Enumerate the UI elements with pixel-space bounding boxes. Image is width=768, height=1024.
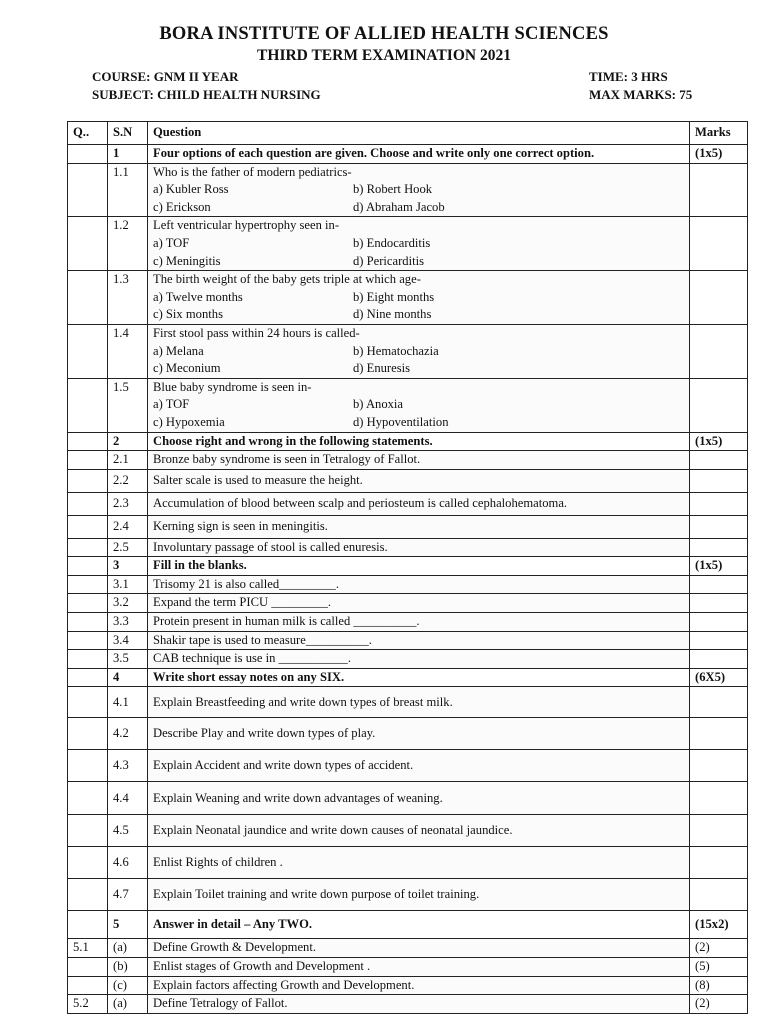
option-text: c) Erickson [153, 199, 211, 214]
marks-cell [690, 217, 748, 271]
serial-number: 4.3 [108, 750, 148, 782]
section-row [68, 557, 748, 576]
question-number [68, 557, 108, 576]
serial-number: (b) [108, 958, 148, 977]
question-cell [148, 451, 690, 470]
question-cell [148, 538, 690, 557]
question-number [68, 469, 108, 492]
serial-number: 4.1 [108, 687, 148, 718]
question-cell [148, 575, 690, 594]
marks-cell [690, 750, 748, 782]
question-text: Expand the term PICU _________. [153, 595, 332, 610]
table-row [68, 451, 748, 470]
question-cell [148, 718, 690, 750]
table-row [68, 217, 748, 271]
marks-cell [690, 538, 748, 557]
option-text: c) Meningitis [153, 253, 221, 268]
option-text: d) Pericarditis [353, 253, 424, 268]
serial-number: 4.7 [108, 879, 148, 911]
question-cell [148, 668, 690, 687]
table-row [68, 378, 748, 432]
option-text: b) Hematochazia [353, 343, 439, 358]
option-text: b) Eight months [353, 289, 435, 304]
question-text: Kerning sign is seen in meningitis. [153, 518, 328, 533]
time-label: TIME: 3 HRS [589, 69, 668, 84]
question-cell [148, 557, 690, 576]
question-number [68, 911, 108, 939]
question-cell [148, 650, 690, 669]
question-number [68, 451, 108, 470]
header-sn: S.N [108, 122, 148, 145]
question-number [68, 163, 108, 217]
serial-number: (c) [108, 976, 148, 995]
question-text: Define Growth & Development. [153, 940, 316, 955]
question-text: Blue baby syndrome is seen in- [153, 379, 312, 394]
marks-cell: (5) [690, 958, 748, 977]
options-grid [153, 181, 684, 216]
section-row [68, 911, 748, 939]
question-number [68, 378, 108, 432]
serial-number: 3.3 [108, 613, 148, 632]
question-text: Explain Breastfeeding and write down types of breast milk. [153, 694, 453, 709]
question-text: CAB technique is use in ___________. [153, 651, 351, 666]
option-text: c) Hypoxemia [153, 414, 225, 429]
marks-cell: (2) [690, 995, 748, 1014]
table-row [68, 594, 748, 613]
question-cell [148, 958, 690, 977]
marks-cell [690, 847, 748, 879]
header-question: Question [148, 122, 690, 145]
question-text: Accumulation of blood between scalp and periosteum is called cephalohematoma. [153, 495, 568, 510]
question-number: 5.1 [68, 939, 108, 958]
question-cell [148, 432, 690, 451]
marks-cell [690, 631, 748, 650]
question-number [68, 750, 108, 782]
question-number [68, 782, 108, 815]
serial-number: 1.4 [108, 324, 148, 378]
marks-cell [690, 687, 748, 718]
option-text: d) Enuresis [353, 361, 411, 376]
table-row [68, 163, 748, 217]
marks-cell [690, 650, 748, 669]
table-row [68, 538, 748, 557]
table-row [68, 815, 748, 847]
options-grid [153, 396, 684, 431]
serial-number: 1.2 [108, 217, 148, 271]
question-number [68, 958, 108, 977]
question-text: Trisomy 21 is also called_________. [153, 576, 339, 591]
question-text: Describe Play and write down types of play. [153, 726, 376, 741]
table-row [68, 271, 748, 325]
table-row [68, 631, 748, 650]
exam-title: THIRD TERM EXAMINATION 2021 [257, 47, 511, 64]
question-cell [148, 815, 690, 847]
marks-cell: (1x5) [690, 145, 748, 164]
serial-number: 4.5 [108, 815, 148, 847]
question-cell [148, 847, 690, 879]
serial-number: 3.5 [108, 650, 148, 669]
question-text: Bronze baby syndrome is seen in Tetralogy of Fallot. [153, 452, 421, 467]
marks-cell [690, 469, 748, 492]
question-text: Enlist Rights of children . [153, 855, 283, 870]
question-number [68, 324, 108, 378]
question-cell [148, 515, 690, 538]
max-marks-label: MAX MARKS: 75 [589, 87, 693, 102]
question-number [68, 879, 108, 911]
question-cell [148, 939, 690, 958]
question-text: First stool pass within 24 hours is called- [153, 325, 360, 340]
serial-number: 4.6 [108, 847, 148, 879]
serial-number: 2.3 [108, 492, 148, 515]
question-number [68, 217, 108, 271]
question-text: Fill in the blanks. [153, 558, 247, 573]
serial-number: 2.1 [108, 451, 148, 470]
option-text: c) Six months [153, 307, 223, 322]
section-row [68, 668, 748, 687]
question-text: Salter scale is used to measure the height. [153, 472, 363, 487]
option-text: b) Anoxia [353, 397, 404, 412]
question-number [68, 668, 108, 687]
serial-number: (a) [108, 939, 148, 958]
serial-number: (a) [108, 995, 148, 1014]
marks-cell [690, 613, 748, 632]
question-text: Protein present in human milk is called __________. [153, 614, 420, 629]
question-number [68, 847, 108, 879]
table-row [68, 939, 748, 958]
option-text: b) Robert Hook [353, 182, 433, 197]
question-number [68, 145, 108, 164]
header-q: Q.. [68, 122, 108, 145]
question-cell [148, 378, 690, 432]
table-row [68, 492, 748, 515]
table-row [68, 847, 748, 879]
table-row [68, 613, 748, 632]
table-row [68, 515, 748, 538]
marks-cell [690, 451, 748, 470]
marks-cell [690, 782, 748, 815]
marks-cell: (15x2) [690, 911, 748, 939]
serial-number: 1.1 [108, 163, 148, 217]
options-grid [153, 343, 684, 378]
question-cell [148, 613, 690, 632]
question-cell [148, 976, 690, 995]
marks-cell: (6X5) [690, 668, 748, 687]
question-number [68, 492, 108, 515]
question-cell [148, 469, 690, 492]
question-cell [148, 782, 690, 815]
table-row [68, 782, 748, 815]
option-text: a) TOF [153, 397, 190, 412]
question-number [68, 815, 108, 847]
question-number [68, 687, 108, 718]
marks-cell [690, 575, 748, 594]
question-cell [148, 492, 690, 515]
marks-cell [690, 271, 748, 325]
table-row [68, 995, 748, 1014]
table-row [68, 469, 748, 492]
serial-number: 3 [108, 557, 148, 576]
serial-number: 2.4 [108, 515, 148, 538]
serial-number: 2.5 [108, 538, 148, 557]
question-number [68, 538, 108, 557]
table-row [68, 976, 748, 995]
question-text: Explain factors affecting Growth and Development. [153, 977, 415, 992]
section-row [68, 432, 748, 451]
question-rows [68, 145, 748, 1014]
question-cell [148, 750, 690, 782]
question-number [68, 594, 108, 613]
option-text: d) Nine months [353, 307, 432, 322]
question-cell [148, 163, 690, 217]
question-text: Explain Toilet training and write down purpose of toilet training. [153, 887, 480, 902]
question-text: Explain Neonatal jaundice and write down causes of neonatal jaundice. [153, 823, 513, 838]
question-cell [148, 324, 690, 378]
option-text: c) Meconium [153, 361, 221, 376]
serial-number: 3.1 [108, 575, 148, 594]
question-number [68, 432, 108, 451]
serial-number: 1.5 [108, 378, 148, 432]
option-text: a) Twelve months [153, 289, 243, 304]
serial-number: 3.2 [108, 594, 148, 613]
marks-cell [690, 718, 748, 750]
table-row [68, 650, 748, 669]
option-text: a) Melana [153, 343, 204, 358]
serial-number: 4 [108, 668, 148, 687]
question-text: Define Tetralogy of Fallot. [153, 996, 288, 1011]
question-table [67, 121, 748, 1014]
serial-number: 2 [108, 432, 148, 451]
course-label: COURSE: GNM II YEAR [92, 69, 239, 84]
question-text: Explain Weaning and write down advantages of weaning. [153, 790, 443, 805]
table-row [68, 879, 748, 911]
table-row [68, 687, 748, 718]
marks-cell [690, 594, 748, 613]
question-text: Left ventricular hypertrophy seen in- [153, 218, 340, 233]
question-cell [148, 995, 690, 1014]
question-cell [148, 631, 690, 650]
options-grid [153, 235, 684, 270]
marks-cell: (1x5) [690, 557, 748, 576]
serial-number: 5 [108, 911, 148, 939]
question-text: Write short essay notes on any SIX. [153, 669, 345, 684]
question-cell [148, 145, 690, 164]
question-number [68, 271, 108, 325]
question-cell [148, 879, 690, 911]
option-text: b) Endocarditis [353, 235, 431, 250]
subject-label: SUBJECT: CHILD HEALTH NURSING [92, 87, 321, 102]
table-row [68, 718, 748, 750]
serial-number: 2.2 [108, 469, 148, 492]
marks-cell [690, 815, 748, 847]
header-marks: Marks [690, 122, 748, 145]
question-number [68, 976, 108, 995]
option-text: a) Kubler Ross [153, 182, 229, 197]
question-number [68, 613, 108, 632]
marks-cell [690, 492, 748, 515]
marks-cell [690, 378, 748, 432]
table-row [68, 958, 748, 977]
question-number [68, 515, 108, 538]
question-cell [148, 217, 690, 271]
marks-cell: (1x5) [690, 432, 748, 451]
question-text: Choose right and wrong in the following statements. [153, 433, 433, 448]
question-text: Who is the father of modern pediatrics- [153, 164, 352, 179]
options-grid [153, 289, 684, 324]
question-text: Involuntary passage of stool is called enuresis. [153, 539, 388, 554]
serial-number: 1 [108, 145, 148, 164]
marks-cell: (2) [690, 939, 748, 958]
marks-cell [690, 163, 748, 217]
question-number [68, 650, 108, 669]
marks-cell [690, 515, 748, 538]
serial-number: 3.4 [108, 631, 148, 650]
marks-cell [690, 324, 748, 378]
serial-number: 1.3 [108, 271, 148, 325]
institute-title: BORA INSTITUTE OF ALLIED HEALTH SCIENCES [159, 24, 609, 44]
question-text: Explain Accident and write down types of accident. [153, 758, 414, 773]
question-cell [148, 271, 690, 325]
question-number [68, 631, 108, 650]
table-row [68, 575, 748, 594]
option-text: d) Abraham Jacob [353, 199, 445, 214]
question-text: Answer in detail – Any TWO. [153, 917, 313, 932]
marks-cell [690, 879, 748, 911]
question-number [68, 575, 108, 594]
option-text: a) TOF [153, 235, 190, 250]
question-number [68, 718, 108, 750]
table-row [68, 324, 748, 378]
option-text: d) Hypoventilation [353, 414, 449, 429]
question-cell [148, 687, 690, 718]
section-row [68, 145, 748, 164]
question-text: The birth weight of the baby gets triple at which age- [153, 272, 421, 287]
question-text: Four options of each question are given. Choose and write only one correct option. [153, 146, 595, 160]
marks-cell: (8) [690, 976, 748, 995]
table-row [68, 750, 748, 782]
question-number: 5.2 [68, 995, 108, 1014]
question-text: Enlist stages of Growth and Development . [153, 959, 371, 974]
serial-number: 4.4 [108, 782, 148, 815]
question-text: Shakir tape is used to measure__________. [153, 632, 372, 647]
table-header-row [68, 122, 748, 145]
question-cell [148, 594, 690, 613]
question-cell [148, 911, 690, 939]
serial-number: 4.2 [108, 718, 148, 750]
